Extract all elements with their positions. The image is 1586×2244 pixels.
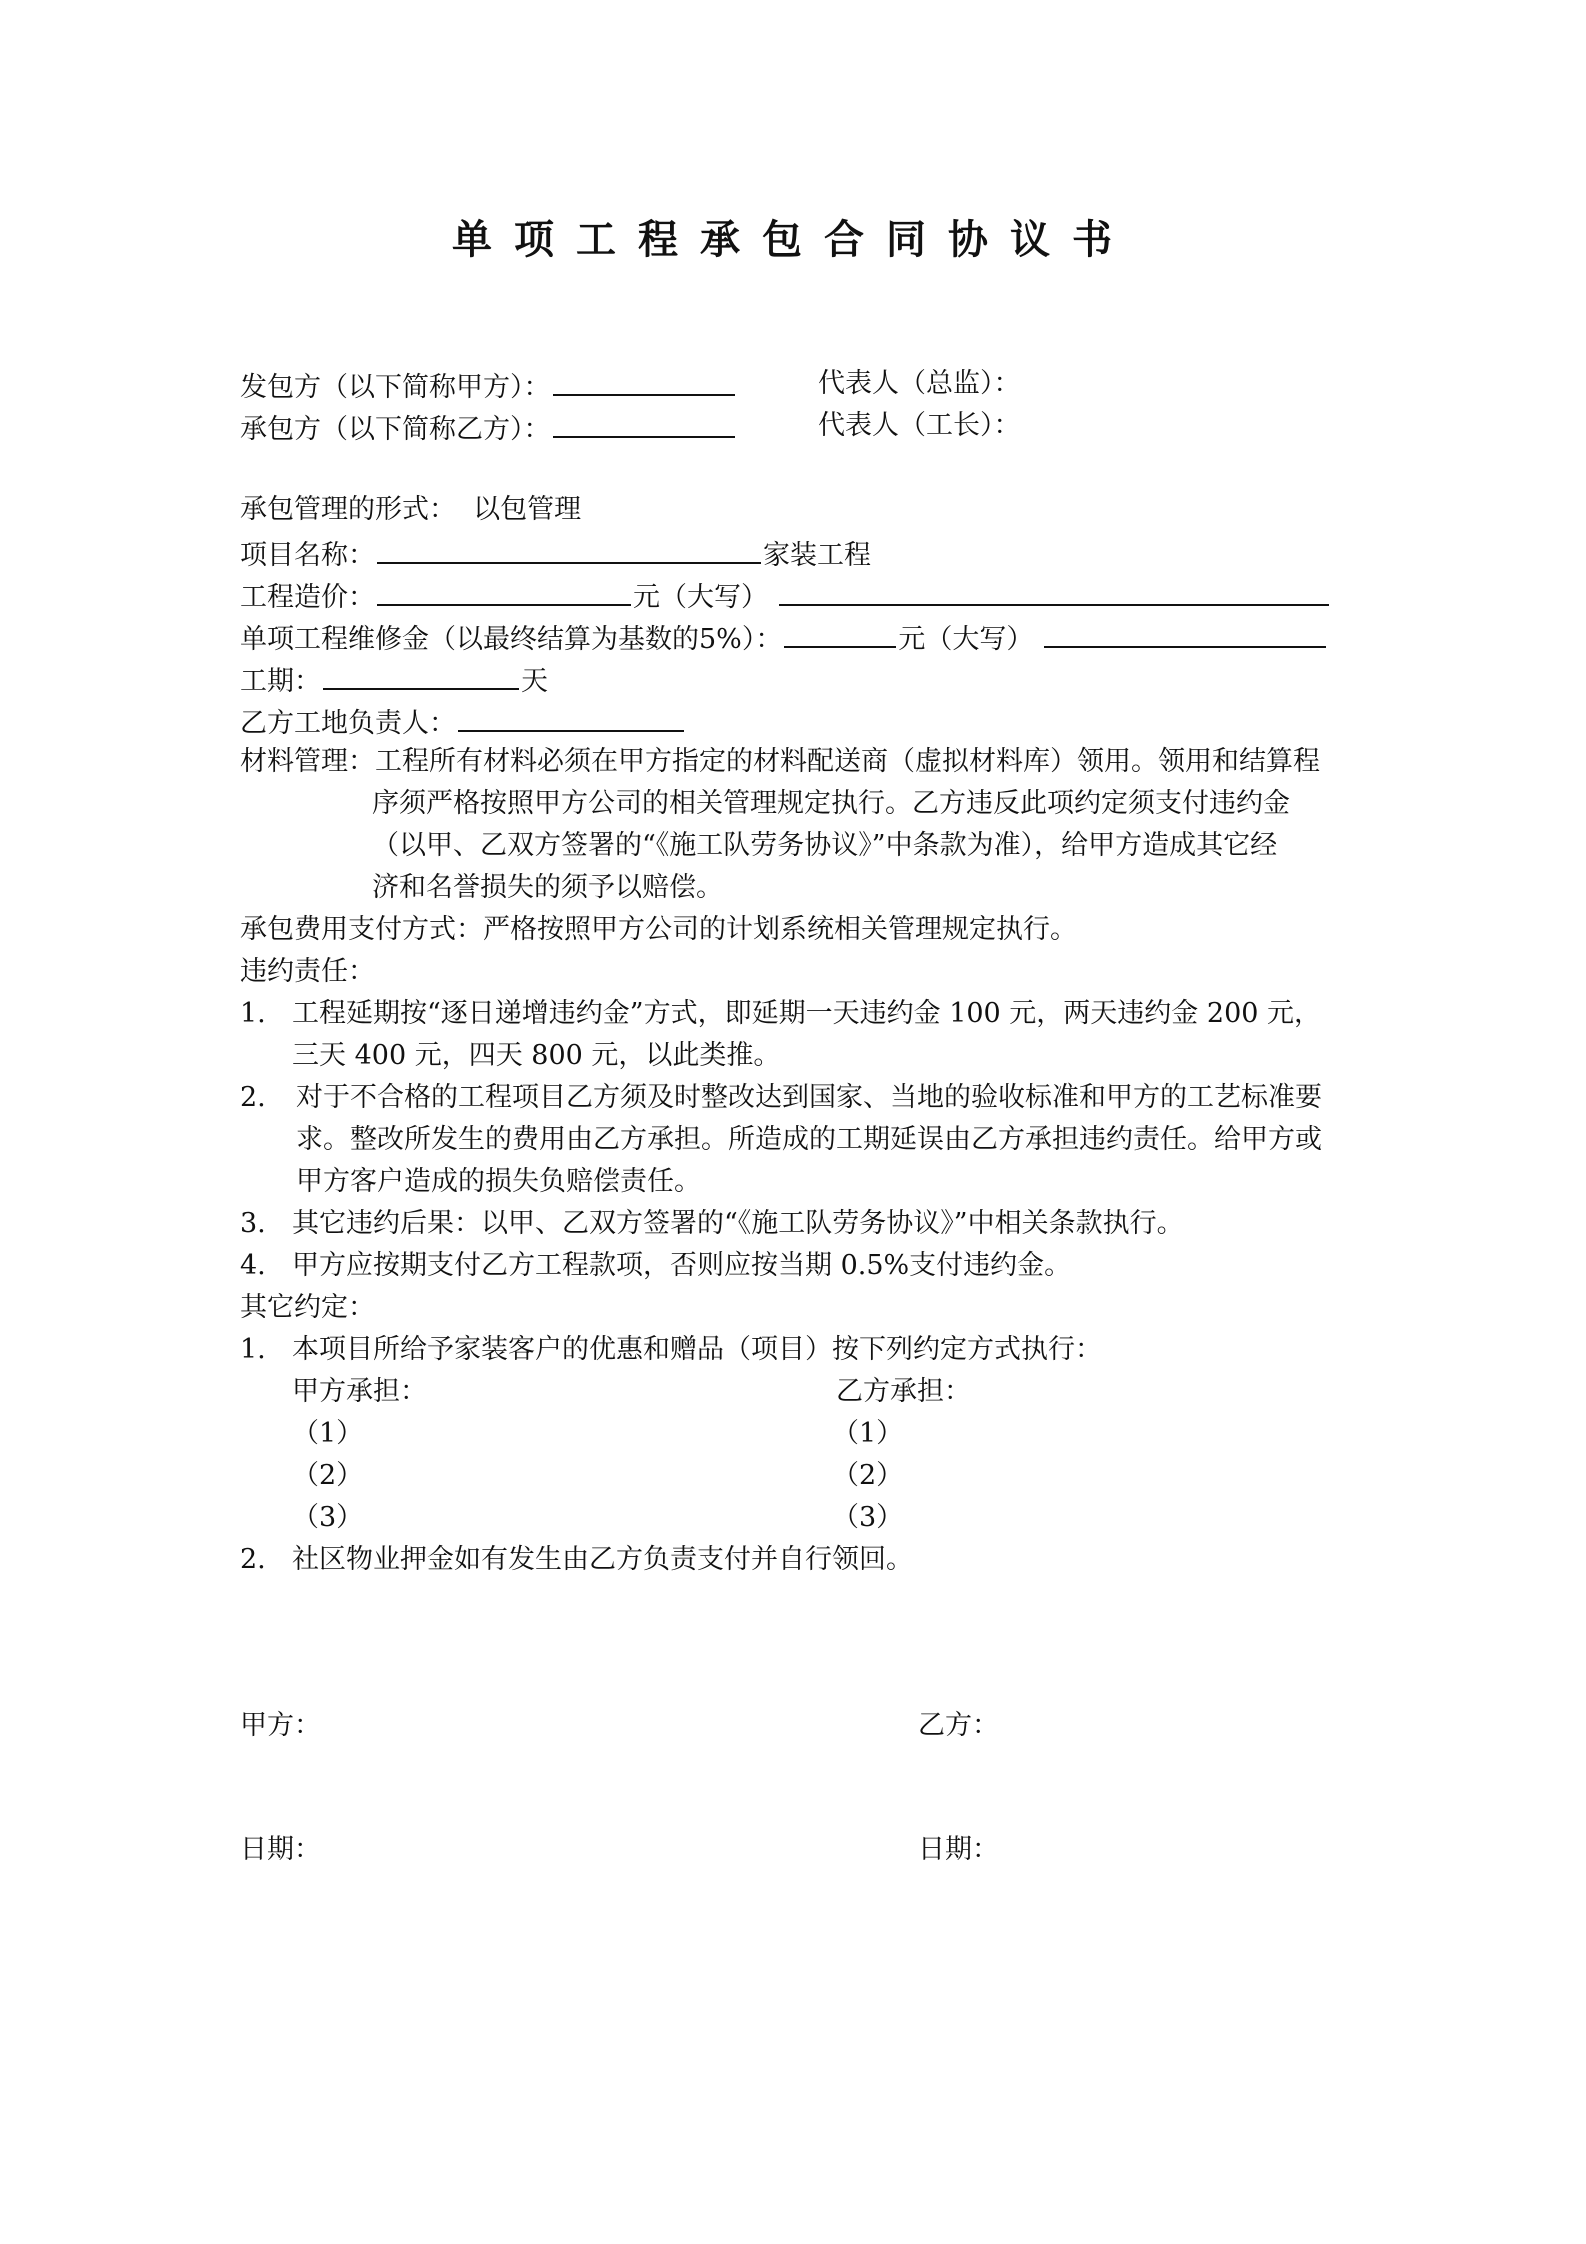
party-a-label: 发包方（以下简称甲方）： [240,372,551,403]
signature-date-b: 日期： [918,1834,999,1865]
cost-line [240,574,1331,618]
a-slot-3: （3） [292,1502,364,1533]
warranty-words-blank [1044,616,1326,648]
signature-party-a: 甲方： [240,1710,321,1741]
breach-item-number: 2. [240,1082,266,1113]
warranty-number-blank [784,616,896,648]
material-text-2: 序须严格按照甲方公司的相关管理规定执行。乙方违反此项约定须支付违约金 [372,788,1290,819]
material-label: 材料管理： [240,746,375,777]
breach-item-number: 4. [240,1250,266,1281]
party-b-bears: 乙方承担： [836,1376,971,1407]
party-a-line [240,364,737,408]
mgmt-form-label: 承包管理的形式： [240,494,456,525]
party-b-rep: 代表人（工长）： [818,410,1021,441]
cost-words-blank [779,574,1329,606]
document-title: 单项工程承包合同协议书 [452,216,1134,263]
signature-party-b: 乙方： [918,1710,999,1741]
party-a-blank [553,364,735,396]
warranty-unit: 元（大写） [898,624,1034,655]
other-item-2 [240,1540,913,1580]
other-item-1 [240,1330,1102,1370]
payment-method: 承包费用支付方式：严格按照甲方公司的计划系统相关管理规定执行。 [240,914,1077,945]
breach-item-text: 对于不合格的工程项目乙方须及时整改达到国家、当地的验收标准和甲方的工艺标准要 [296,1082,1322,1113]
period-line [240,658,548,702]
a-slot-1: （1） [292,1418,364,1449]
b-slot-1: （1） [832,1418,904,1449]
breach-item-number: 1. [240,998,266,1029]
party-a-bears: 甲方承担： [292,1376,427,1407]
project-name-blank [377,532,761,564]
party-b-label: 承包方（以下简称乙方）： [240,414,551,445]
party-a-rep: 代表人（总监）： [818,368,1021,399]
b-slot-3: （3） [832,1502,904,1533]
breach-heading: 违约责任： [240,956,375,987]
breach-item-text: 工程延期按“逐日递增违约金”方式，即延期一天违约金 100 元，两天违约金 200 元， [292,998,1322,1029]
signature-date-a: 日期： [240,1834,321,1865]
a-slot-2: （2） [292,1460,364,1491]
breach-item-2-cont-2: 甲方客户造成的损失负赔偿责任。 [296,1166,701,1197]
breach-item-text: 其它违约后果：以甲、乙双方签署的“《施工队劳务协议》”中相关条款执行。 [292,1208,1184,1239]
breach-item-1-cont: 三天 400 元，四天 800 元，以此类推。 [292,1040,781,1071]
other-heading: 其它约定： [240,1292,375,1323]
project-name-label: 项目名称： [240,540,375,571]
mgmt-form-line [240,490,581,530]
material-line-1 [240,742,1320,782]
cost-unit: 元（大写） [633,582,768,613]
cost-number-blank [377,574,631,606]
period-unit: 天 [521,666,548,697]
breach-item-text: 甲方应按期支付乙方工程款项，否则应按当期 0.5%支付违约金。 [292,1250,1072,1281]
material-text-4: 济和名誉损失的须予以赔偿。 [372,872,723,903]
breach-item-number: 3. [240,1208,266,1239]
breach-item-4 [240,1246,1071,1286]
b-slot-2: （2） [832,1460,904,1491]
breach-item-2 [240,1078,1322,1118]
other-item-text: 本项目所给予家装客户的优惠和赠品（项目）按下列约定方式执行： [292,1334,1102,1365]
breach-item-2-cont-1: 求。整改所发生的费用由乙方承担。所造成的工期延误由乙方承担违约责任。给甲方或 [296,1124,1322,1155]
other-item-number: 1. [240,1334,266,1365]
breach-item-3 [240,1204,1184,1244]
project-name-suffix: 家装工程 [763,540,871,571]
breach-item-1 [240,994,1321,1034]
site-lead-line [240,700,686,744]
cost-label: 工程造价： [240,582,375,613]
other-item-number: 2. [240,1544,266,1575]
site-lead-label: 乙方工地负责人： [240,708,456,739]
mgmt-form-value: 以包管理 [473,494,582,525]
period-blank [323,658,519,690]
party-b-blank [553,406,735,438]
project-name-line [240,532,871,576]
warranty-line [240,616,1328,660]
warranty-label: 单项工程维修金（以最终结算为基数的5%）： [240,624,783,655]
site-lead-blank [458,700,684,732]
party-b-line [240,406,737,450]
other-item-text: 社区物业押金如有发生由乙方负责支付并自行领回。 [292,1544,913,1575]
period-label: 工期： [240,666,321,697]
material-text-3: （以甲、乙双方签署的“《施工队劳务协议》”中条款为准），给甲方造成其它经 [372,830,1278,861]
material-text-1: 工程所有材料必须在甲方指定的材料配送商（虚拟材料库）领用。领用和结算程 [375,746,1320,777]
